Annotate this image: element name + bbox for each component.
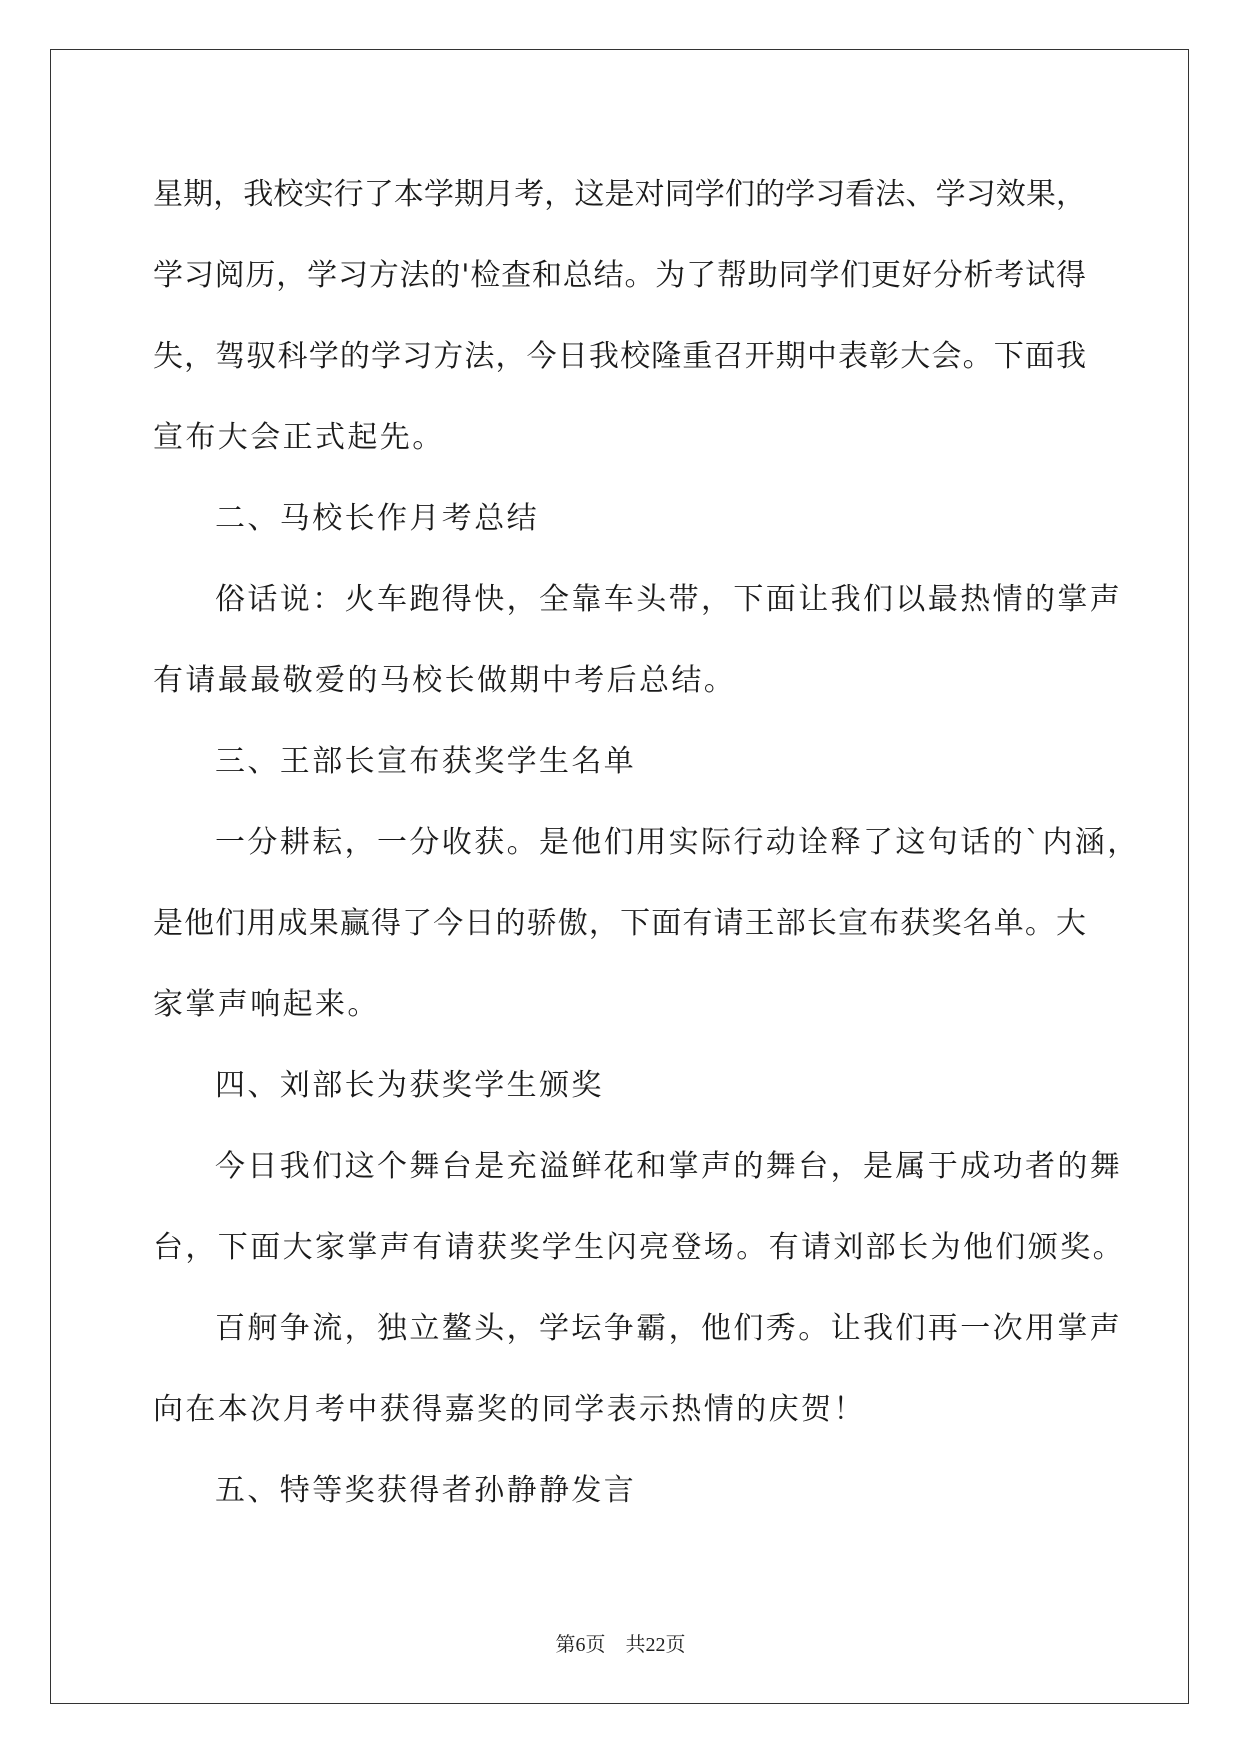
section-heading: 四、刘部长为获奖学生颁奖 <box>215 1068 604 1103</box>
text-line: 失，驾驭科学的学习方法，今日我校隆重召开期中表彰大会。下面我 <box>153 339 1086 374</box>
text-line: 今日我们这个舞台是充溢鲜花和掌声的舞台，是属于成功者的舞 <box>215 1149 1123 1184</box>
text-line: 俗话说：火车跑得快，全靠车头带，下面让我们以最热情的掌声 <box>215 582 1123 617</box>
page-footer <box>0 1628 1241 1657</box>
page-total: 共22页 <box>625 1634 686 1656</box>
section-heading: 三、王部长宣布获奖学生名单 <box>215 744 637 779</box>
section-heading: 五、特等奖获得者孙静静发言 <box>215 1473 637 1508</box>
text-line: 家掌声响起来。 <box>153 987 380 1022</box>
text-line: 向在本次月考中获得嘉奖的同学表示热情的庆贺！ <box>153 1392 866 1427</box>
text-line: 一分耕耘，一分收获。是他们用实际行动诠释了这句话的`内涵， <box>215 825 1140 860</box>
text-line: 星期，我校实行了本学期月考，这是对同学们的学习看法、学习效果， <box>153 177 1086 212</box>
text-line: 宣布大会正式起先。 <box>153 420 445 455</box>
text-line: 百舸争流，独立鳌头，学坛争霸，他们秀。让我们再一次用掌声 <box>215 1311 1123 1346</box>
text-line: 学习阅历，学习方法的'检查和总结。为了帮助同学们更好分析考试得 <box>153 258 1086 293</box>
text-line: 是他们用成果赢得了今日的骄傲，下面有请王部长宣布获奖名单。大 <box>153 906 1086 941</box>
text-line: 台，下面大家掌声有请获奖学生闪亮登场。有请刘部长为他们颁奖。 <box>153 1230 1125 1265</box>
text-line: 有请最最敬爱的马校长做期中考后总结。 <box>153 663 737 698</box>
page-border <box>50 49 1189 1704</box>
section-heading: 二、马校长作月考总结 <box>215 501 539 536</box>
page-number: 第6页 <box>555 1634 606 1656</box>
